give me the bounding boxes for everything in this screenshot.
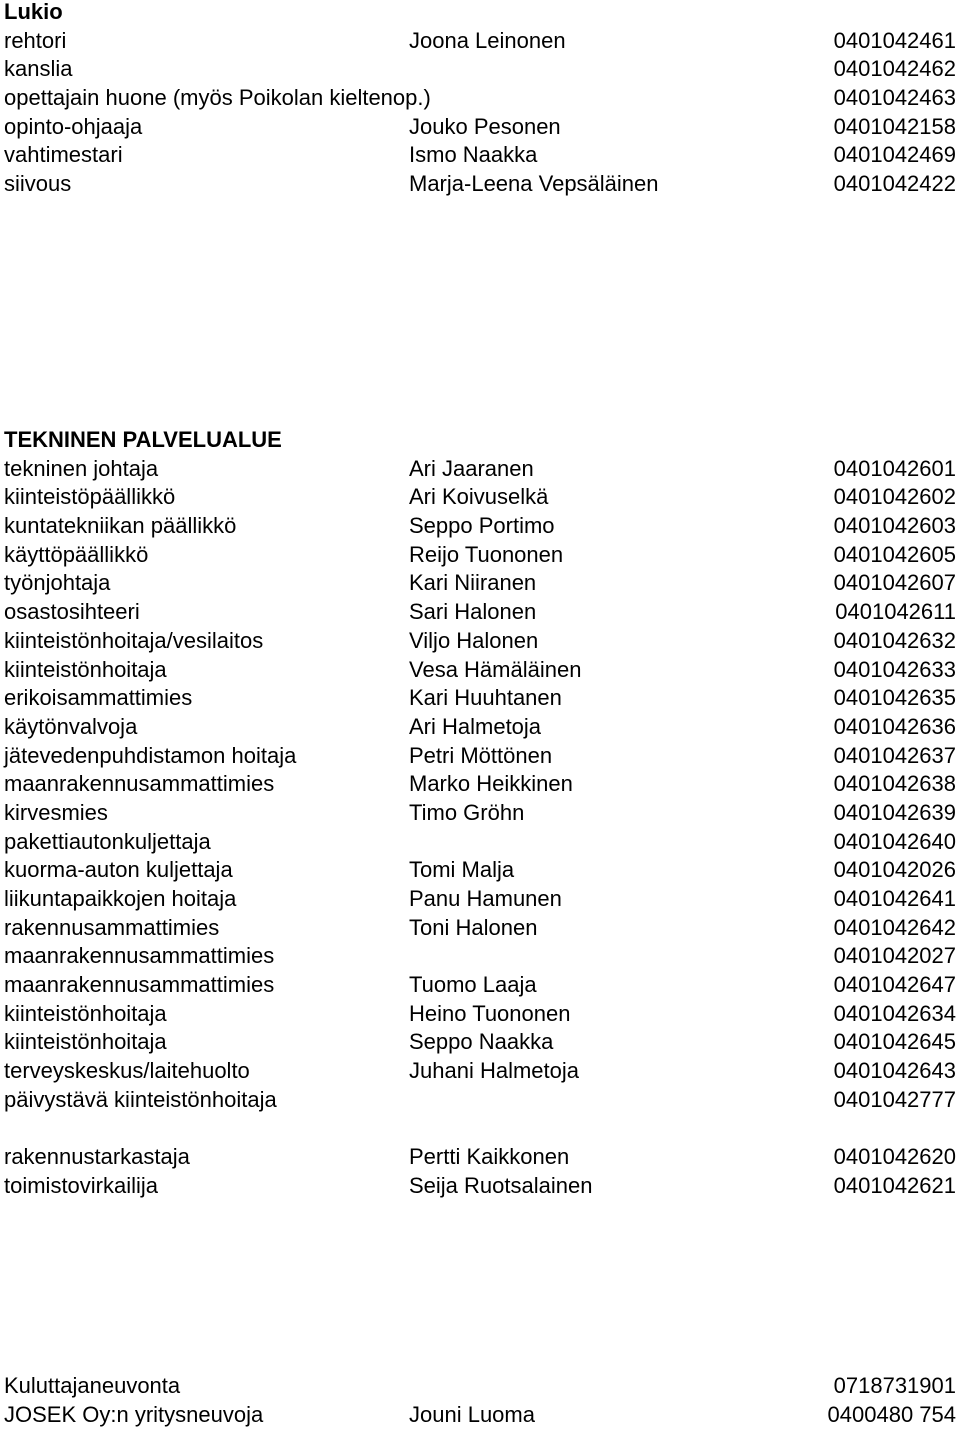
job-title: maanrakennusammattimies [4, 943, 275, 969]
phone-number: 0401042638 [833, 771, 956, 797]
person-name: Ari Koivuselkä [409, 484, 549, 510]
phone-number: 0401042647 [833, 972, 956, 998]
contact-row [4, 713, 956, 742]
phone-number: 0401042462 [833, 56, 956, 82]
job-title: kirvesmies [4, 799, 108, 825]
job-title: kiinteistönhoitaja/vesilaitos [4, 627, 264, 653]
job-title: erikoisammattimies [4, 685, 193, 711]
person-name: Marko Heikkinen [409, 771, 573, 797]
phone-number: 0401042639 [833, 799, 956, 825]
person-name: Reijo Tuononen [409, 541, 564, 567]
phone-number: 0401042633 [833, 656, 956, 682]
phone-number: 0401042602 [833, 484, 956, 510]
contact-row [4, 742, 956, 771]
person-name: Juhani Halmetoja [409, 1058, 579, 1084]
job-title: käyttöpäällikkö [4, 541, 149, 567]
job-title: liikuntapaikkojen hoitaja [4, 886, 237, 911]
phone-number: 0401042620 [833, 1144, 956, 1170]
tekninen-rows [4, 455, 956, 1201]
phone-number: 0401042645 [833, 1029, 956, 1055]
contact-row [4, 1028, 956, 1057]
contact-row [4, 1000, 956, 1029]
contact-row [4, 55, 956, 84]
person-name: Tomi Malja [409, 857, 515, 883]
lukio-section [4, 0, 956, 199]
phone-number: 0401042469 [833, 142, 956, 168]
job-title: tekninen johtaja [4, 455, 159, 481]
job-title: Kuluttajaneuvonta [4, 1373, 181, 1398]
contact-row [4, 828, 956, 857]
contact-row [4, 455, 956, 484]
phone-number: 0401042777 [833, 1086, 956, 1112]
phone-number: 0401042422 [833, 171, 956, 197]
phone-number: 0718731901 [833, 1373, 956, 1398]
phone-number: 0401042636 [833, 713, 956, 739]
job-title: JOSEK Oy:n yritysneuvoja [4, 1401, 264, 1427]
phone-number: 0401042621 [833, 1172, 956, 1198]
person-name: Ari Jaaranen [409, 455, 534, 481]
contact-row [4, 684, 956, 713]
person-name: Kari Niiranen [409, 570, 537, 596]
person-name: Joona Leinonen [409, 27, 566, 53]
person-name: Jouni Luoma [409, 1401, 535, 1427]
job-title: päivystävä kiinteistönhoitaja [4, 1086, 277, 1112]
person-name: Panu Hamunen [409, 886, 562, 911]
contact-row [4, 885, 956, 914]
job-title: maanrakennusammattimies [4, 972, 275, 998]
phone-number: 0401042607 [833, 570, 956, 596]
lukio-rows [4, 27, 956, 199]
job-title: pakettiautonkuljettaja [4, 828, 211, 854]
job-title: kiinteistönhoitaja [4, 1029, 167, 1055]
person-name: Tuomo Laaja [409, 972, 537, 998]
contact-row [4, 627, 956, 656]
job-title: opettajain huone (myös Poikolan kieltenop.) [4, 85, 431, 111]
job-title: kanslia [4, 56, 73, 82]
phone-number: 0400480 754 [827, 1401, 956, 1427]
job-title: kuntatekniikan päällikkö [4, 513, 237, 539]
person-name: Seija Ruotsalainen [409, 1172, 593, 1198]
contact-row [4, 113, 956, 142]
contact-row [4, 27, 956, 56]
phone-number: 0401042643 [833, 1058, 956, 1084]
contact-row [4, 512, 956, 541]
contact-row [4, 1143, 956, 1172]
phone-number: 0401042635 [833, 685, 956, 711]
job-title: siivous [4, 171, 72, 197]
row-gap [4, 1115, 956, 1144]
phone-number: 0401042634 [833, 1000, 956, 1026]
phone-number: 0401042461 [833, 27, 956, 53]
contact-row [4, 1401, 956, 1430]
contact-row [4, 856, 956, 885]
job-title: käytönvalvoja [4, 713, 138, 739]
phone-number: 0401042603 [833, 513, 956, 539]
contact-row [4, 141, 956, 170]
contact-row [4, 569, 956, 598]
job-title: kiinteistöpäällikkö [4, 484, 176, 510]
person-name: Heino Tuononen [409, 1000, 571, 1026]
phone-number: 0401042632 [833, 627, 956, 653]
contact-row [4, 1172, 956, 1201]
section-heading-lukio: Lukio [4, 0, 63, 24]
job-title: vahtimestari [4, 142, 123, 168]
phone-number: 0401042642 [833, 914, 956, 940]
job-title: rakennustarkastaja [4, 1144, 190, 1170]
person-name: Petri Möttönen [409, 742, 553, 768]
job-title: jätevedenpuhdistamon hoitaja [4, 742, 297, 768]
job-title: työnjohtaja [4, 570, 111, 596]
job-title: terveyskeskus/laitehuolto [4, 1058, 250, 1084]
person-name: Jouko Pesonen [409, 113, 561, 139]
person-name: Ismo Naakka [409, 142, 538, 168]
phone-number: 0401042605 [833, 541, 956, 567]
contact-row [4, 770, 956, 799]
person-name: Seppo Naakka [409, 1029, 554, 1055]
phone-number: 0401042463 [833, 85, 956, 111]
job-title: osastosihteeri [4, 599, 140, 625]
contact-row [4, 942, 956, 971]
person-name: Seppo Portimo [409, 513, 555, 539]
job-title: kiinteistönhoitaja [4, 656, 167, 682]
contact-row [4, 914, 956, 943]
phone-number: 0401042640 [833, 828, 956, 854]
contact-row [4, 1086, 956, 1115]
contact-row [4, 799, 956, 828]
contact-row [4, 656, 956, 685]
job-title: toimistovirkailija [4, 1172, 159, 1198]
phone-number: 0401042158 [833, 113, 956, 139]
job-title: maanrakennusammattimies [4, 771, 275, 797]
person-name: Kari Huuhtanen [409, 685, 562, 711]
contact-row [4, 1057, 956, 1086]
section-heading-tekninen: TEKNINEN PALVELUALUE [4, 427, 282, 452]
phone-number: 0401042601 [833, 455, 956, 481]
person-name: Vesa Hämäläinen [409, 656, 582, 682]
phone-number: 0401042611 [835, 599, 956, 625]
contact-row [4, 598, 956, 627]
phone-number: 0401042641 [833, 886, 956, 911]
phone-number: 0401042637 [833, 742, 956, 768]
person-name: Timo Gröhn [409, 799, 525, 825]
job-title: kuorma-auton kuljettaja [4, 857, 233, 883]
contact-row [4, 170, 956, 199]
job-title: opinto-ohjaaja [4, 113, 143, 139]
job-title: kiinteistönhoitaja [4, 1000, 167, 1026]
person-name: Viljo Halonen [409, 627, 539, 653]
contact-row [4, 971, 956, 1000]
phone-number: 0401042026 [833, 857, 956, 883]
phone-number: 0401042027 [833, 943, 956, 969]
contact-row [4, 483, 956, 512]
contact-row [4, 1372, 956, 1401]
other-contacts-section [4, 1372, 956, 1429]
job-title: rakennusammattimies [4, 914, 220, 940]
contact-row [4, 541, 956, 570]
person-name: Pertti Kaikkonen [409, 1144, 570, 1170]
person-name: Ari Halmetoja [409, 713, 542, 739]
person-name: Sari Halonen [409, 599, 537, 625]
person-name: Toni Halonen [409, 914, 538, 940]
job-title: rehtori [4, 27, 67, 53]
tekninen-section [4, 426, 956, 1201]
person-name: Marja-Leena Vepsäläinen [409, 171, 659, 197]
contact-row [4, 84, 956, 113]
